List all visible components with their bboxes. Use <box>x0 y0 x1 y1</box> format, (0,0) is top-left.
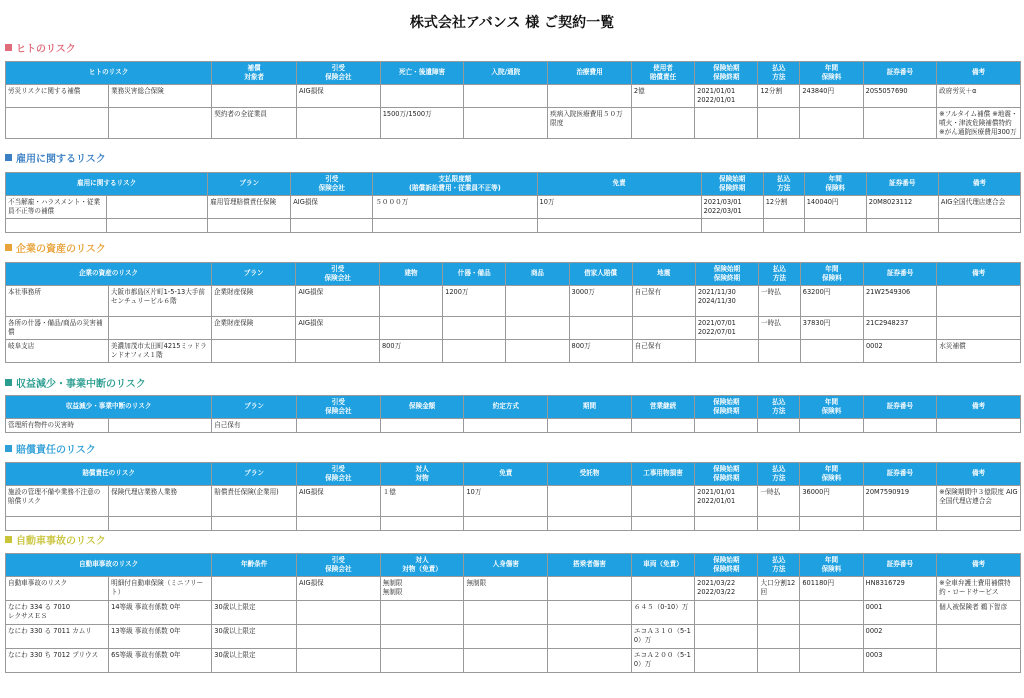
table-cell: ※全車弁護士費用補償特約・ロードサービス <box>937 576 1021 600</box>
table-cell <box>758 624 800 648</box>
column-header: 建物 <box>379 263 442 286</box>
table-cell: AIG損保 <box>297 485 381 516</box>
policy-table <box>5 553 1021 673</box>
column-header: 年間 保険料 <box>804 173 866 196</box>
column-header: 免責 <box>464 463 548 486</box>
section-title <box>5 40 76 55</box>
table-cell: 0003 <box>863 648 937 672</box>
table-cell <box>107 218 208 232</box>
table-cell <box>548 576 632 600</box>
table-row <box>6 600 1021 624</box>
column-header: 治療費用 <box>548 62 632 85</box>
column-header: 期間 <box>548 396 632 419</box>
table-cell: 企業財産保険 <box>211 316 296 339</box>
table-cell <box>548 624 632 648</box>
table-cell: 2021/03/22 2022/03/22 <box>695 576 758 600</box>
table-cell: 601180円 <box>800 576 863 600</box>
table-row <box>6 218 1021 232</box>
table-cell <box>107 195 208 218</box>
table-cell <box>695 107 758 139</box>
table-cell: 自動車事故のリスク <box>6 576 109 600</box>
table-cell <box>464 600 548 624</box>
table-cell: 水災補償 <box>937 339 1021 362</box>
table-cell: 各所の什器・備品/商品の災害補償 <box>6 316 109 339</box>
table-cell: 疾病入院医療費用５０万限度 <box>548 107 632 139</box>
table-cell <box>632 316 695 339</box>
table-cell: なにわ 334 る 7010 レクサスＥＳ <box>6 600 109 624</box>
table-cell: 3000万 <box>569 285 632 316</box>
table-header-row <box>6 463 1021 486</box>
table-cell: 21W2549306 <box>863 285 936 316</box>
table-cell: ※保険期間中３億限度 AIG全国代理店連合会 <box>937 485 1021 516</box>
column-header: 年間 保険料 <box>800 463 863 486</box>
column-header: 車両（免責） <box>631 554 694 577</box>
column-header: 保険始期 保険終期 <box>695 554 758 577</box>
column-header: 証券番号 <box>863 463 937 486</box>
column-header: 地震 <box>632 263 695 286</box>
section-bullet-icon <box>5 536 12 543</box>
column-header: 払込 方法 <box>758 554 800 577</box>
table-header-row <box>6 396 1021 419</box>
column-header: 証券番号 <box>866 173 938 196</box>
section-title-text: 収益減少・事業中断のリスク <box>16 379 146 390</box>
column-header: 年間 保険料 <box>800 554 863 577</box>
column-header: 払込 方法 <box>763 173 804 196</box>
table-cell: 6S等級 事故有係数 0年 <box>109 648 212 672</box>
table-cell <box>938 218 1020 232</box>
table-cell: 岐阜支店 <box>6 339 109 362</box>
table-cell: 800万 <box>569 339 632 362</box>
column-header: 什器・備品 <box>443 263 506 286</box>
table-cell <box>379 316 442 339</box>
table-cell: 企業財産保険 <box>211 285 296 316</box>
table-cell <box>695 516 758 530</box>
table-cell <box>296 339 380 362</box>
table-header-row <box>6 263 1021 286</box>
column-header: プラン <box>212 463 297 486</box>
table-cell: AIG損保 <box>296 285 380 316</box>
table-cell: 10万 <box>537 195 701 218</box>
table-cell: 243840円 <box>800 84 863 107</box>
table-cell: 自己保有 <box>632 285 695 316</box>
table-cell <box>695 339 758 362</box>
section-bullet-icon <box>5 445 12 452</box>
table-cell: ５０００万 <box>373 195 537 218</box>
section-title <box>5 240 106 255</box>
table-cell: 21C2948237 <box>863 316 936 339</box>
column-header: 備考 <box>937 62 1021 85</box>
section-title-text: 企業の資産のリスク <box>16 244 106 255</box>
column-header: プラン <box>212 396 297 419</box>
table-cell <box>6 516 109 530</box>
table-cell: 大阪市都島区片町1-5-13大手前センチュリービル６階 <box>108 285 211 316</box>
table-cell: 14等級 事故有係数 0年 <box>109 600 212 624</box>
table-cell <box>548 418 632 432</box>
column-header: 受託物 <box>548 463 632 486</box>
section-bullet-icon <box>5 44 12 51</box>
table-cell: 2億 <box>631 84 694 107</box>
table-cell: 2021/01/01 2022/01/01 <box>695 485 758 516</box>
column-header: 年間 保険料 <box>800 263 863 286</box>
table-cell <box>297 107 381 139</box>
column-header: 備考 <box>937 463 1021 486</box>
table-cell <box>464 624 548 648</box>
table-cell <box>109 516 212 530</box>
column-header: 備考 <box>937 263 1021 286</box>
column-header: 引受 保険会社 <box>297 62 381 85</box>
column-header: 免責 <box>537 173 701 196</box>
table-cell: 明細付自動車保険（ミニフリート） <box>109 576 212 600</box>
column-header: 引受 保険会社 <box>297 554 381 577</box>
table-cell: 美濃加茂市太田町4215ミッドランドオフィス１階 <box>108 339 211 362</box>
table-cell <box>380 516 464 530</box>
table-cell: 業務災害総合保険 <box>109 84 212 107</box>
table-cell <box>937 624 1021 648</box>
table-cell <box>758 107 800 139</box>
table-row <box>6 107 1021 139</box>
table-cell <box>464 418 548 432</box>
table-cell: 労災リスクに関する補償 <box>6 84 109 107</box>
table-cell <box>763 218 804 232</box>
table-header-row <box>6 173 1021 196</box>
table-cell <box>373 218 537 232</box>
section-bullet-icon <box>5 154 12 161</box>
table-cell <box>537 218 701 232</box>
table-cell <box>212 84 297 107</box>
table-cell <box>297 648 381 672</box>
section-title-text: ヒトのリスク <box>16 44 76 55</box>
table-cell <box>631 485 694 516</box>
table-cell <box>379 285 442 316</box>
table-row <box>6 576 1021 600</box>
table-cell <box>464 648 548 672</box>
table-cell: 36000円 <box>800 485 863 516</box>
column-header: 使用者 賠償責任 <box>631 62 694 85</box>
column-header: 引受 保険会社 <box>296 263 380 286</box>
column-header: 保険金額 <box>380 396 464 419</box>
policy-table <box>5 262 1021 363</box>
table-cell: 30歳以上限定 <box>212 600 297 624</box>
column-header: 証券番号 <box>863 396 937 419</box>
table-cell <box>758 600 800 624</box>
table-cell: なにわ 330 ち 7012 プリウス <box>6 648 109 672</box>
table-cell <box>800 516 863 530</box>
table-cell: なにわ 330 る 7011 カムリ <box>6 624 109 648</box>
table-cell <box>109 107 212 139</box>
table-cell <box>800 418 863 432</box>
column-header: 引受 保険会社 <box>297 463 381 486</box>
table-cell: 雇用管理賠償責任保険 <box>208 195 291 218</box>
table-cell: 政府労災＋α <box>937 84 1021 107</box>
table-row <box>6 195 1021 218</box>
table-row <box>6 285 1021 316</box>
section-title <box>5 150 106 165</box>
table-cell <box>937 418 1021 432</box>
column-header: 商品 <box>506 263 569 286</box>
table-cell: ※フルタイム補償 ※地震・噴火・津波危険補償特約 ※がん通院医療費用300万 <box>937 107 1021 139</box>
table-cell <box>108 316 211 339</box>
column-header: 引受 保険会社 <box>297 396 381 419</box>
table-cell: 140040円 <box>804 195 866 218</box>
table-cell: 20S5057690 <box>863 84 937 107</box>
table-cell <box>631 576 694 600</box>
column-header: 賠償責任のリスク <box>6 463 212 486</box>
table-cell: 施設の管理不備や業務不注意の賠償リスク <box>6 485 109 516</box>
table-cell <box>631 516 694 530</box>
table-cell <box>380 600 464 624</box>
column-header: 保険始期 保険終期 <box>701 173 763 196</box>
table-cell <box>937 316 1021 339</box>
column-header: 営業継続 <box>631 396 694 419</box>
column-header: 企業の資産のリスク <box>6 263 212 286</box>
section-title <box>5 441 96 456</box>
table-cell <box>208 218 291 232</box>
policy-table <box>5 172 1021 233</box>
table-cell <box>695 648 758 672</box>
table-cell <box>800 339 863 362</box>
column-header: 支払限度額 (賠償訴訟費用・従業員不正等) <box>373 173 537 196</box>
table-cell: 30歳以上限定 <box>212 648 297 672</box>
table-cell <box>380 624 464 648</box>
table-cell <box>380 648 464 672</box>
table-cell: 契約者の全従業員 <box>212 107 297 139</box>
table-cell <box>800 600 863 624</box>
table-cell: 2021/01/01 2022/01/01 <box>695 84 758 107</box>
column-header: ヒトのリスク <box>6 62 212 85</box>
section-title-text: 自動車事故のリスク <box>16 536 106 547</box>
table-cell: 自己保有 <box>632 339 695 362</box>
table-cell <box>569 316 632 339</box>
table-cell: 0002 <box>863 339 936 362</box>
table-cell <box>695 624 758 648</box>
table-cell <box>6 107 109 139</box>
table-cell <box>804 218 866 232</box>
column-header: 年齢条件 <box>212 554 297 577</box>
table-cell <box>631 107 694 139</box>
table-cell <box>6 218 107 232</box>
column-header: 保険始期 保険終期 <box>695 62 758 85</box>
column-header: プラン <box>208 173 291 196</box>
table-cell <box>863 516 937 530</box>
table-cell: 大口分割12回 <box>758 576 800 600</box>
section-title-text: 雇用に関するリスク <box>16 154 106 165</box>
table-row <box>6 339 1021 362</box>
table-cell <box>211 339 296 362</box>
column-header: 対人 対物（免責） <box>380 554 464 577</box>
column-header: 対人 対物 <box>380 463 464 486</box>
table-row <box>6 648 1021 672</box>
section-title <box>5 532 106 547</box>
table-cell <box>464 516 548 530</box>
column-header: 払込 方法 <box>758 62 800 85</box>
table-cell: １億 <box>380 485 464 516</box>
table-cell: AIG損保 <box>296 316 380 339</box>
table-cell: 20M8023112 <box>866 195 938 218</box>
table-cell: 賠償責任保険(企業用) <box>212 485 297 516</box>
table-cell: 一時払 <box>758 485 800 516</box>
table-cell: エコＡ２００（5-10）万 <box>631 648 694 672</box>
table-cell <box>297 516 381 530</box>
table-cell: 10万 <box>464 485 548 516</box>
table-header-row <box>6 554 1021 577</box>
table-cell <box>863 418 937 432</box>
column-header: 保険始期 保険終期 <box>695 263 758 286</box>
column-header: 払込 方法 <box>758 396 800 419</box>
table-cell: 2021/11/30 2024/11/30 <box>695 285 758 316</box>
column-header: 人身傷害 <box>464 554 548 577</box>
table-cell <box>800 648 863 672</box>
table-row <box>6 485 1021 516</box>
column-header: 保険始期 保険終期 <box>695 463 758 486</box>
table-cell <box>506 339 569 362</box>
table-cell: 800万 <box>379 339 442 362</box>
policy-table <box>5 462 1021 531</box>
table-cell: 自己保有 <box>212 418 297 432</box>
table-cell: 20M7590919 <box>863 485 937 516</box>
table-cell: 無制限 <box>464 576 548 600</box>
table-cell <box>443 316 506 339</box>
table-row <box>6 418 1021 432</box>
column-header: プラン <box>211 263 296 286</box>
table-cell <box>800 107 863 139</box>
column-header: 証券番号 <box>863 263 936 286</box>
table-row <box>6 316 1021 339</box>
table-cell: 0002 <box>863 624 937 648</box>
table-cell: AIG損保 <box>291 195 373 218</box>
column-header: 搭乗者傷害 <box>548 554 632 577</box>
table-cell <box>937 648 1021 672</box>
table-cell: 1200万 <box>443 285 506 316</box>
table-cell <box>695 600 758 624</box>
column-header: 自動車事故のリスク <box>6 554 212 577</box>
page-title: 株式会社アバンス 様 ご契約一覧 <box>409 15 615 31</box>
table-cell <box>701 218 763 232</box>
table-cell <box>297 624 381 648</box>
column-header: 払込 方法 <box>758 463 800 486</box>
table-cell <box>212 516 297 530</box>
table-cell: 13等級 事故有係数 0年 <box>109 624 212 648</box>
column-header: 収益減少・事業中断のリスク <box>6 396 212 419</box>
column-header: 保険始期 保険終期 <box>695 396 758 419</box>
table-cell <box>506 285 569 316</box>
table-cell <box>548 600 632 624</box>
table-cell <box>548 648 632 672</box>
table-cell: 一時払 <box>759 285 801 316</box>
table-cell: 12分割 <box>763 195 804 218</box>
table-row <box>6 516 1021 530</box>
table-cell: エコＡ３１０（5-10）万 <box>631 624 694 648</box>
table-cell: 63200円 <box>800 285 863 316</box>
table-cell <box>297 418 381 432</box>
table-cell: 37830円 <box>800 316 863 339</box>
table-cell <box>548 485 632 516</box>
table-cell: AIG損保 <box>297 576 381 600</box>
table-cell: 個人被保険者 鵜下智彦 <box>937 600 1021 624</box>
table-cell: ６４５（0-10）万 <box>631 600 694 624</box>
table-cell: 30歳以上限定 <box>212 624 297 648</box>
table-cell <box>548 516 632 530</box>
column-header: 入院/通院 <box>464 62 548 85</box>
table-cell <box>506 316 569 339</box>
table-cell <box>758 648 800 672</box>
table-cell <box>212 576 297 600</box>
table-row <box>6 624 1021 648</box>
table-cell: 無制限 無制限 <box>380 576 464 600</box>
table-cell: AIG全国代理店連合会 <box>938 195 1020 218</box>
section-bullet-icon <box>5 379 12 386</box>
column-header: 証券番号 <box>863 62 937 85</box>
column-header: 借家人賠償 <box>569 263 632 286</box>
table-cell <box>695 418 758 432</box>
table-cell: 0001 <box>863 600 937 624</box>
table-cell <box>759 339 801 362</box>
table-cell: 12分割 <box>758 84 800 107</box>
table-cell <box>866 218 938 232</box>
table-cell <box>380 418 464 432</box>
table-cell: AIG損保 <box>297 84 381 107</box>
table-cell <box>297 600 381 624</box>
table-cell <box>548 84 632 107</box>
table-cell: 1500万/1500万 <box>380 107 464 139</box>
table-header-row <box>6 62 1021 85</box>
table-cell: 保険代理店業務人業務 <box>109 485 212 516</box>
table-cell: HN8316729 <box>863 576 937 600</box>
table-cell <box>631 418 694 432</box>
policy-table <box>5 395 1021 433</box>
column-header: 補償 対象者 <box>212 62 297 85</box>
table-cell <box>380 84 464 107</box>
table-cell <box>443 339 506 362</box>
table-row <box>6 84 1021 107</box>
column-header: 年間 保険料 <box>800 62 863 85</box>
section-bullet-icon <box>5 244 12 251</box>
section-title-text: 賠償責任のリスク <box>16 445 96 456</box>
table-cell <box>291 218 373 232</box>
column-header: 引受 保険会社 <box>291 173 373 196</box>
column-header: 証券番号 <box>863 554 937 577</box>
column-header: 備考 <box>938 173 1020 196</box>
table-cell <box>937 285 1021 316</box>
table-cell: 2021/03/01 2022/03/01 <box>701 195 763 218</box>
column-header: 払込 方法 <box>759 263 801 286</box>
column-header: 備考 <box>937 554 1021 577</box>
table-cell <box>464 84 548 107</box>
policy-table <box>5 61 1021 139</box>
table-cell <box>863 107 937 139</box>
table-cell: 不当解雇・ハラスメント・従業員不正等の補償 <box>6 195 107 218</box>
table-cell: 管理所有物件の災害時 <box>6 418 109 432</box>
column-header: 雇用に関するリスク <box>6 173 208 196</box>
table-cell <box>937 516 1021 530</box>
section-title <box>5 375 146 390</box>
column-header: 約定方式 <box>464 396 548 419</box>
table-cell: 本社事務所 <box>6 285 109 316</box>
table-cell <box>109 418 212 432</box>
column-header: 年間 保険料 <box>800 396 863 419</box>
table-cell <box>464 107 548 139</box>
table-cell <box>800 624 863 648</box>
column-header: 死亡・後遺障害 <box>380 62 464 85</box>
table-cell: 2021/07/01 2022/07/01 <box>695 316 758 339</box>
column-header: 備考 <box>937 396 1021 419</box>
table-cell <box>758 516 800 530</box>
column-header: 工事用物損害 <box>631 463 694 486</box>
table-cell <box>758 418 800 432</box>
table-cell: 一時払 <box>759 316 801 339</box>
